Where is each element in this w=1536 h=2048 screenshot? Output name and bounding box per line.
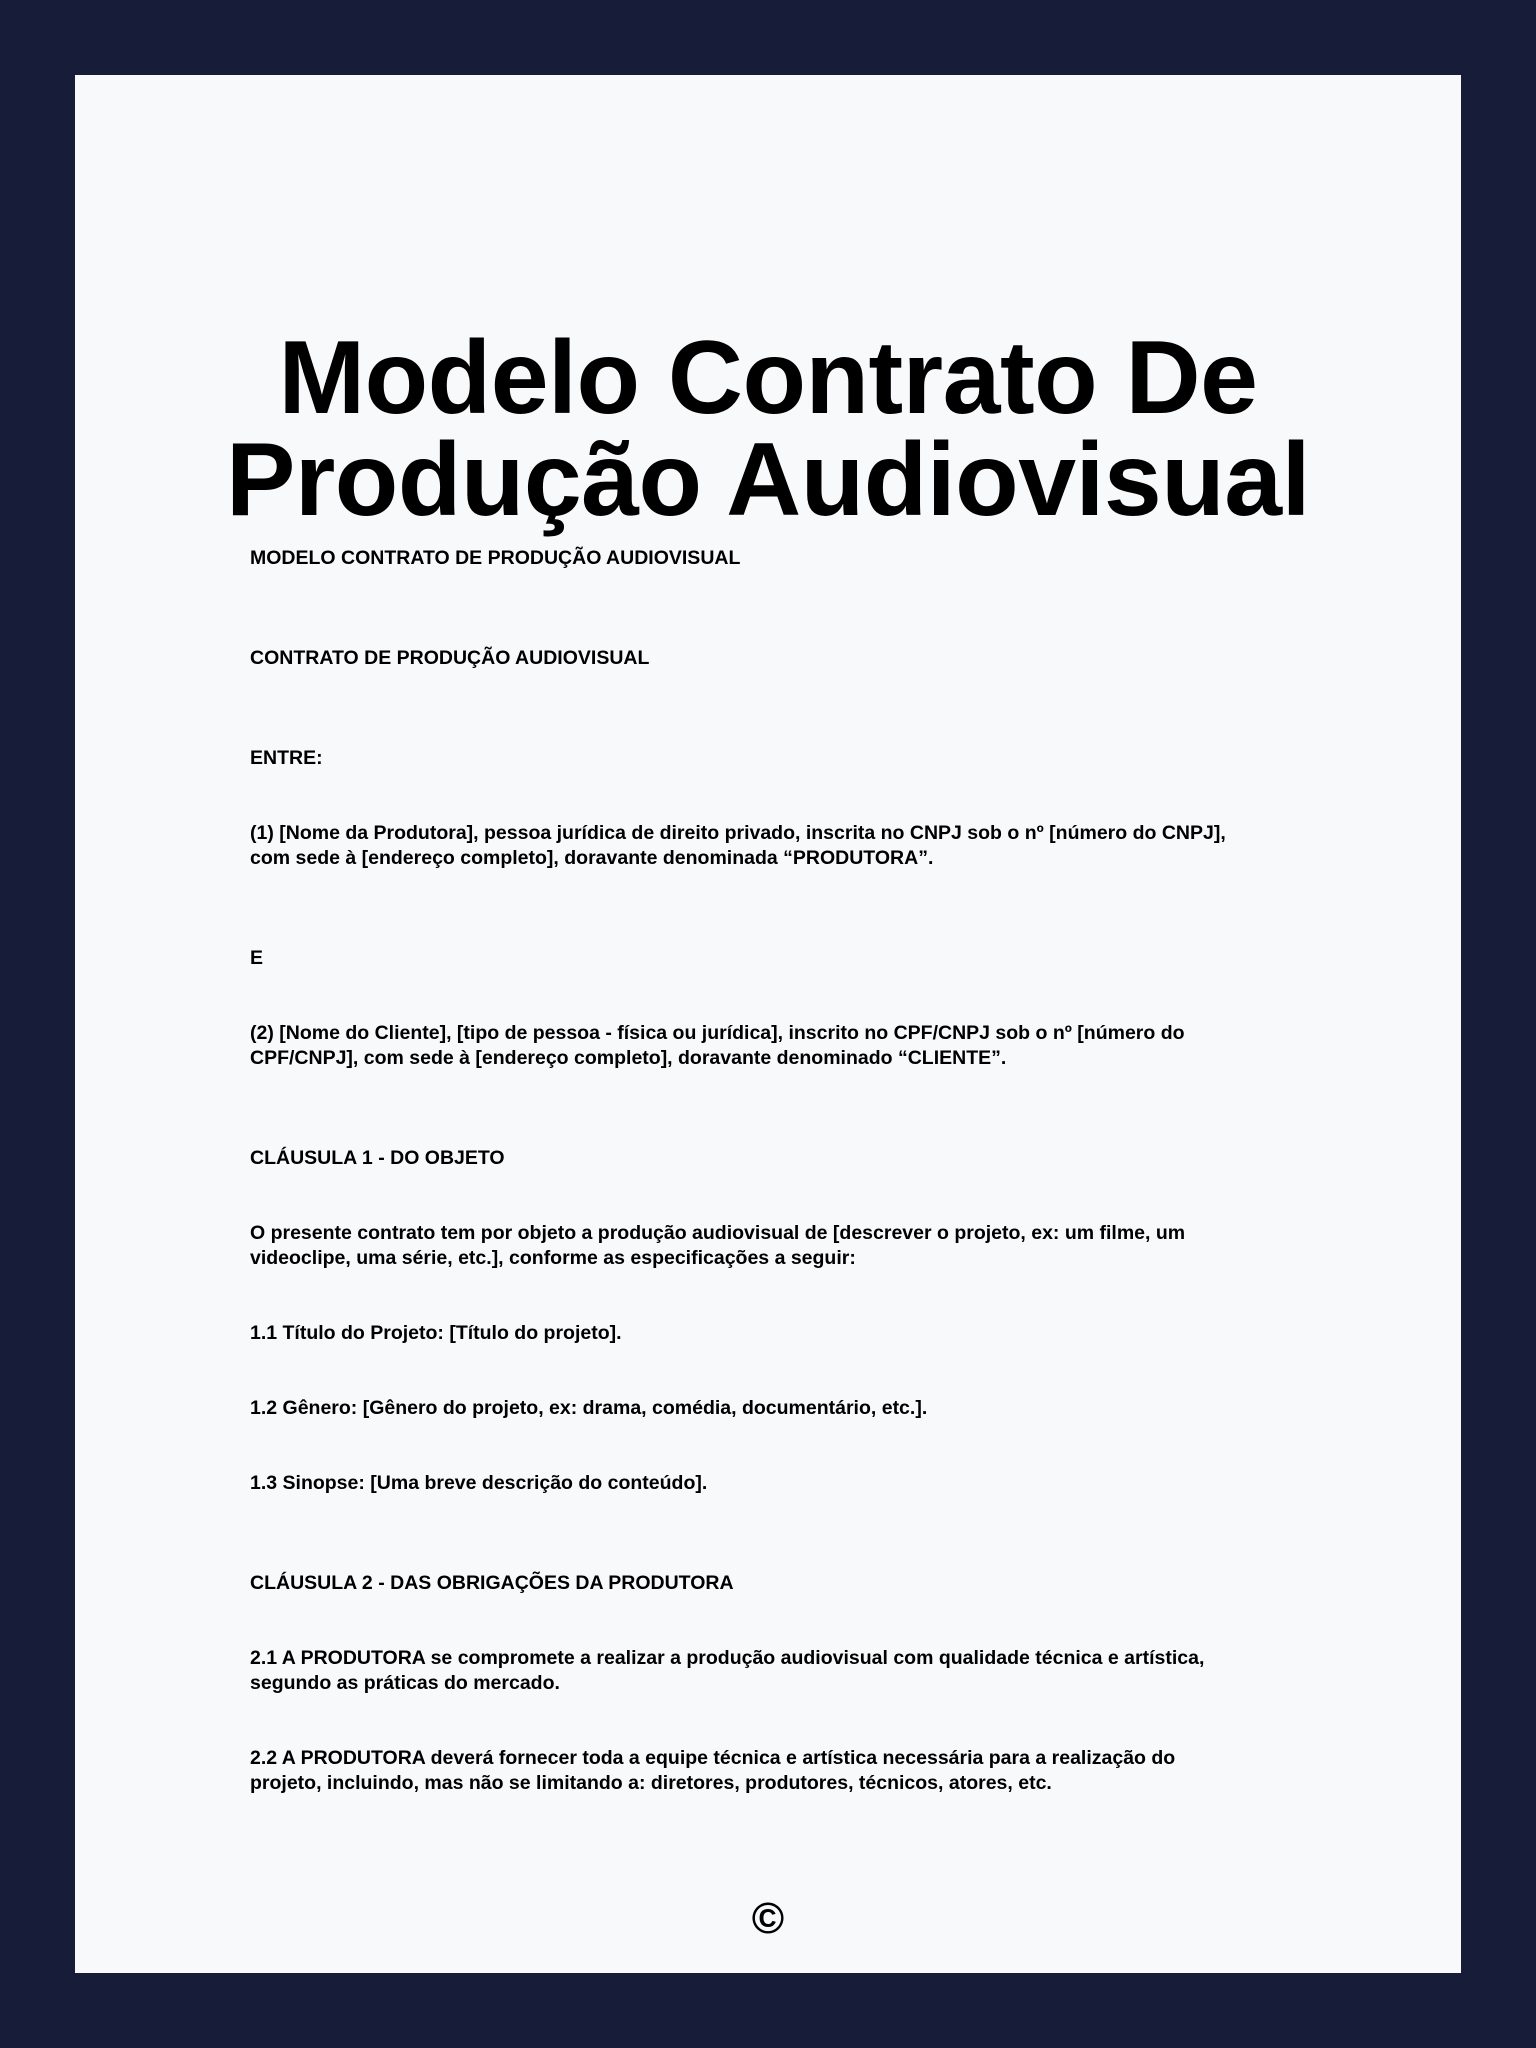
item-2-1-line-2: segundo as práticas do mercado. [250, 1672, 560, 1694]
party-1-line-1: (1) [Nome da Produtora], pessoa jurídica de direito privado, inscrita no CNPJ sob o nº [número do CNPJ], [250, 822, 1226, 844]
entre-label: ENTRE: [250, 747, 323, 769]
item-2-1-line-1: 2.1 A PRODUTORA se compromete a realizar a produção audiovisual com qualidade técnica e artística, [250, 1647, 1205, 1669]
clause-1-heading: CLÁUSULA 1 - DO OBJETO [250, 1147, 505, 1169]
copyright-icon: © [751, 1894, 785, 1943]
clause-2-heading: CLÁUSULA 2 - DAS OBRIGAÇÕES DA PRODUTORA [250, 1572, 734, 1594]
contract-heading: CONTRATO DE PRODUÇÃO AUDIOVISUAL [250, 647, 650, 669]
document-page [75, 75, 1461, 1973]
title-line-1: Modelo Contrato De [278, 320, 1258, 436]
item-1-1: 1.1 Título do Projeto: [Título do projeto]. [250, 1322, 622, 1344]
item-1-3: 1.3 Sinopse: [Uma breve descrição do conteúdo]. [250, 1472, 708, 1494]
clause-1-paragraph [250, 1221, 1185, 1271]
document-title [75, 320, 1461, 538]
party-1-line-2: com sede à [endereço completo], doravante denominada “PRODUTORA”. [250, 847, 934, 869]
party-2-line-2: CPF/CNPJ], com sede à [endereço completo], doravante denominado “CLIENTE”. [250, 1047, 1007, 1069]
main-heading: MODELO CONTRATO DE PRODUÇÃO AUDIOVISUAL [250, 547, 741, 569]
item-2-2 [250, 1746, 1175, 1796]
item-2-1 [250, 1646, 1204, 1696]
clause-1-line-1: O presente contrato tem por objeto a produção audiovisual de [descrever o projeto, ex: um filme, um [250, 1222, 1186, 1244]
clause-1-line-2: videoclipe, uma série, etc.], conforme as especificações a seguir: [250, 1247, 856, 1269]
e-label: E [250, 947, 264, 969]
item-2-2-line-1: 2.2 A PRODUTORA deverá fornecer toda a equipe técnica e artística necessária para a realização do [250, 1747, 1176, 1769]
item-2-2-line-2: projeto, incluindo, mas não se limitando a: diretores, produtores, técnicos, atores, etc. [250, 1772, 1052, 1794]
title-line-2: Produção Audiovisual [225, 422, 1311, 538]
item-1-2: 1.2 Gênero: [Gênero do projeto, ex: drama, comédia, documentário, etc.]. [250, 1397, 928, 1419]
party-1-paragraph [250, 821, 1226, 871]
party-2-line-1: (2) [Nome do Cliente], [tipo de pessoa - física ou jurídica], inscrito no CPF/CNPJ sob o nº [número do [250, 1022, 1185, 1044]
party-2-paragraph [250, 1021, 1185, 1071]
